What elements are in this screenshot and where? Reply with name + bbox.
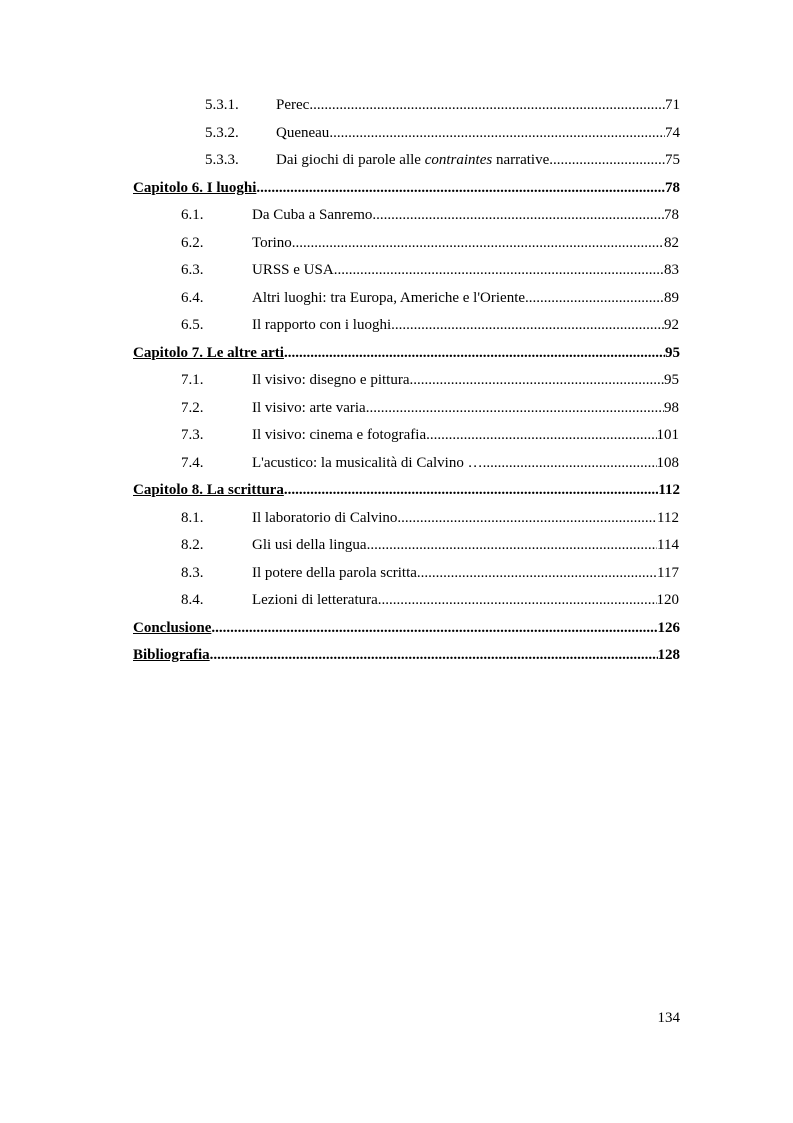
toc-title-part: Da Cuba a Sanremo: [252, 207, 373, 223]
toc-entry-title: [276, 92, 309, 120]
toc-entry-page: 92: [664, 317, 679, 333]
toc-title-part: Il visivo: disegno e pittura: [252, 372, 410, 388]
toc-entry-number: 6.1.: [181, 207, 204, 223]
dot-leader: [397, 505, 657, 533]
toc-entry-number: 8.4.: [181, 592, 204, 608]
toc-entry-line: [133, 642, 680, 670]
toc-entry-title: [252, 395, 366, 423]
toc-title-part: Il visivo: arte varia: [252, 399, 366, 416]
toc-entry-title: [276, 147, 549, 175]
toc-entry-line: [276, 92, 680, 120]
toc-entry-title: [252, 367, 409, 395]
dot-leader: [366, 395, 664, 423]
toc-entry-title: [133, 642, 210, 670]
toc-entry-number: 7.2.: [181, 399, 204, 416]
toc-chapter-entry: [0, 477, 793, 505]
toc-section-entry: [0, 532, 793, 560]
toc-entry-line: [252, 395, 679, 423]
toc-chapter-entry: [0, 340, 793, 368]
toc-entry-line: [252, 312, 679, 340]
toc-title-italic-part: contraintes: [424, 152, 493, 168]
toc-entry-line: [252, 505, 679, 533]
page-number: 134: [657, 1010, 680, 1026]
toc-entry-title: [133, 340, 284, 368]
toc-entry-page: 120: [656, 592, 679, 608]
toc-entry-line: [252, 560, 679, 588]
dot-leader: [391, 312, 664, 340]
toc-entry-line: [252, 285, 679, 313]
toc-entry-page: 117: [657, 564, 679, 581]
toc-title-part: Queneau: [276, 124, 330, 141]
toc-title-part: Il laboratorio di Calvino: [252, 509, 398, 526]
toc-entry-line: [133, 175, 680, 203]
toc-entry-page: 126: [657, 619, 680, 636]
dot-leader: [417, 560, 657, 588]
toc-entry-title: [252, 230, 292, 258]
toc-entry-line: [133, 615, 680, 643]
toc-entry-page: 98: [664, 399, 679, 416]
dot-leader: [426, 422, 656, 450]
dot-leader: [334, 257, 664, 285]
toc-section-entry: [0, 120, 793, 148]
toc-title-part: Altri luoghi: tra Europa, Americhe e l'Oriente: [252, 289, 526, 306]
toc-title-part: Perec: [276, 97, 310, 113]
toc-entry-line: [252, 257, 679, 285]
toc-entry-title: [252, 285, 525, 313]
toc-entry-line: [252, 450, 679, 478]
toc-entry-page: 101: [656, 427, 679, 443]
toc-section-entry: [0, 257, 793, 285]
toc-section-entry: [0, 285, 793, 313]
toc-entry-line: [133, 340, 680, 368]
toc-entry-page: 108: [656, 454, 679, 471]
toc-entry-page: 83: [664, 262, 679, 278]
toc-section-entry: [0, 92, 793, 120]
dot-leader: [525, 285, 664, 313]
toc-entry-page: 89: [664, 289, 679, 306]
dot-leader: [256, 175, 665, 203]
dot-leader: [284, 340, 665, 368]
toc-entry-number: 7.4.: [181, 454, 204, 471]
toc-entry-title: [252, 257, 334, 285]
toc-entry-title: [252, 450, 483, 478]
toc-entry-line: [252, 587, 679, 615]
toc-entry-number: 6.2.: [181, 234, 204, 251]
toc-entry-title: [252, 587, 378, 615]
toc-entry-page: 78: [664, 207, 679, 223]
toc-title-part: Gli usi della lingua: [252, 537, 367, 553]
toc-entry-number: 6.5.: [181, 317, 204, 333]
table-of-contents: [0, 92, 793, 670]
toc-section-entry: [0, 230, 793, 258]
toc-entry-number: 5.3.1.: [205, 97, 239, 113]
toc-entry-line: [276, 147, 680, 175]
toc-section-entry: [0, 367, 793, 395]
toc-entry-page: 112: [657, 509, 679, 526]
dot-leader: [211, 615, 657, 643]
toc-entry-page: 114: [657, 537, 679, 553]
dot-leader: [367, 532, 657, 560]
toc-entry-page: 71: [665, 97, 680, 113]
toc-title-part: Torino: [252, 234, 292, 251]
toc-title-part: Conclusione: [133, 619, 212, 636]
dot-leader: [483, 450, 657, 478]
toc-entry-page: 95: [665, 344, 680, 361]
dot-leader: [210, 642, 658, 670]
toc-chapter-entry: [0, 615, 793, 643]
toc-title-part: Lezioni di letteratura: [252, 592, 378, 608]
dot-leader: [284, 477, 658, 505]
toc-entry-number: 7.1.: [181, 372, 204, 388]
toc-entry-title: [252, 505, 397, 533]
toc-title-part: narrative: [492, 152, 550, 168]
toc-entry-number: 8.1.: [181, 509, 204, 526]
toc-section-entry: [0, 560, 793, 588]
toc-section-entry: [0, 147, 793, 175]
toc-section-entry: [0, 450, 793, 478]
toc-entry-page: 128: [657, 647, 680, 663]
toc-entry-number: 7.3.: [181, 427, 204, 443]
toc-section-entry: [0, 395, 793, 423]
toc-section-entry: [0, 422, 793, 450]
toc-title-part: Capitolo 7. Le altre arti: [133, 344, 284, 361]
toc-entry-line: [276, 120, 680, 148]
toc-title-part: Il rapporto con i luoghi: [252, 317, 392, 333]
toc-entry-title: [252, 532, 367, 560]
toc-entry-number: 8.3.: [181, 564, 204, 581]
dot-leader: [549, 147, 665, 175]
toc-section-entry: [0, 312, 793, 340]
toc-section-entry: [0, 202, 793, 230]
toc-title-part: URSS e USA: [252, 262, 334, 278]
toc-entry-title: [252, 422, 426, 450]
toc-entry-title: [133, 477, 284, 505]
toc-entry-line: [252, 532, 679, 560]
dot-leader: [309, 92, 665, 120]
toc-entry-title: [252, 560, 417, 588]
toc-entry-number: 5.3.2.: [205, 124, 239, 141]
toc-title-part: Il potere della parola scritta: [252, 564, 417, 581]
dot-leader: [372, 202, 664, 230]
toc-title-part: Capitolo 6. I luoghi: [133, 179, 257, 196]
toc-entry-number: 6.4.: [181, 289, 204, 306]
toc-entry-page: 95: [664, 372, 679, 388]
toc-entry-line: [252, 422, 679, 450]
toc-entry-page: 112: [658, 482, 680, 498]
toc-entry-title: [252, 312, 391, 340]
toc-title-part: Bibliografia: [133, 647, 210, 663]
dot-leader: [329, 120, 665, 148]
toc-section-entry: [0, 587, 793, 615]
toc-title-part: Capitolo 8. La scrittura: [133, 482, 284, 498]
toc-entry-number: 6.3.: [181, 262, 204, 278]
toc-entry-line: [252, 202, 679, 230]
toc-entry-title: [133, 615, 211, 643]
toc-entry-title: [133, 175, 256, 203]
toc-title-part: Il visivo: cinema e fotografia: [252, 427, 427, 443]
dot-leader: [378, 587, 657, 615]
toc-section-entry: [0, 505, 793, 533]
toc-entry-line: [252, 230, 679, 258]
dot-leader: [292, 230, 664, 258]
toc-entry-line: [133, 477, 680, 505]
toc-entry-page: 74: [665, 124, 680, 141]
toc-entry-page: 82: [664, 234, 679, 251]
toc-entry-title: [252, 202, 372, 230]
toc-entry-page: 75: [665, 152, 680, 168]
toc-title-part: Dai giochi di parole alle: [276, 152, 425, 168]
toc-chapter-entry: [0, 642, 793, 670]
dot-leader: [409, 367, 664, 395]
toc-entry-number: 8.2.: [181, 537, 204, 553]
toc-entry-page: 78: [665, 179, 680, 196]
toc-entry-title: [276, 120, 329, 148]
toc-title-part: L'acustico: la musicalità di Calvino …: [252, 454, 483, 471]
toc-entry-line: [252, 367, 679, 395]
toc-chapter-entry: [0, 175, 793, 203]
toc-entry-number: 5.3.3.: [205, 152, 239, 168]
